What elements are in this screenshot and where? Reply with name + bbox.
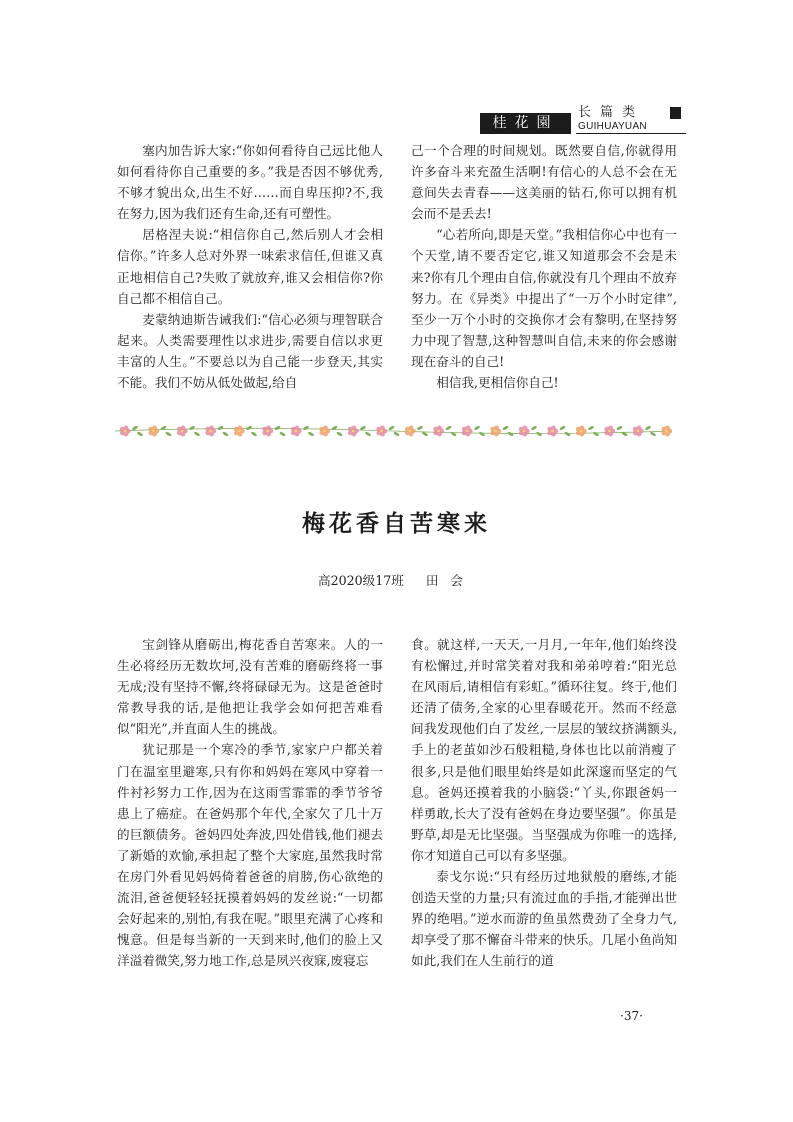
flower-motif [547, 425, 571, 437]
flower-motif [661, 425, 673, 437]
paragraph: 麦蒙纳迪斯告诫我们:“信心必须与理智联合起来。人类需要理性以求进步,需要自信以求更丰富的人生。”不要总以为自己能一步登天,其实不能。我们不妨从低处做起,给自 [117, 311, 383, 391]
flower-divider [113, 420, 673, 442]
paragraph: 宝剑锋从磨砺出,梅花香自苦寒来。人的一生必将经历无数坎坷,没有苦难的磨砺终将一事无成;没有坚持不懈,终将碌碌无为。这是爸爸时常教导我的话,是他把让我学会如何把苦难看似“阳光”,并直面人生的挑战。 [117, 637, 383, 737]
section-category: 长篇类 [578, 105, 645, 120]
flower-motif [262, 425, 286, 437]
flower-motif [490, 425, 514, 437]
flower-motif [519, 425, 543, 437]
flower-motif [604, 425, 628, 437]
section-header [480, 106, 687, 134]
prev-article-left-column [117, 140, 383, 393]
page-number: ·37· [620, 1009, 643, 1023]
byline-author: 田会 [425, 573, 476, 588]
section-name: 桂花園 [480, 113, 571, 134]
paragraph: 己一个合理的时间规划。既然要自信,你就得用许多奋斗来充盈生活啊!有信心的人总不会在无意间失去青春——这美丽的钻石,你可以拥有机会而不是丢去! [411, 143, 677, 222]
flower-motif [234, 425, 258, 437]
paragraph: 相信我,更相信你自己! [436, 375, 559, 391]
paragraph: 犹记那是一个寒冷的季节,家家户户都关着门在温室里避寒,只有你和妈妈在寒风中穿着一件衬衫努力工作,因为在这雨雪霏霏的季节爷爷患上了癌症。在爸妈那个年代,全家欠了几十万的巨额债务。爸妈四处奔波,四处借钱,他们褪去了新婚的欢愉,承担起了整个大家庭,虽然我时常在房门外看见妈妈倚着爸爸的肩膀,伤心欲绝的流泪,爸爸便轻轻抚摸着妈妈的发丝说:“一切都会好起来的,别怕,有我在呢。”眼里充满了心疼和愧意。但是每当新的一天到来时,他们的脸上又洋溢着微笑,努力地工作,总是夙兴夜寐,废寝忘 [117, 742, 383, 969]
paragraph: 塞内加告诉大家:“你如何看待自己远比他人如何看待你自己重要的多。”我是否因不够优秀,不够才貌出众,出生不好……而自卑压抑?不,我在努力,因为我们还有生命,还有可塑性。 [117, 143, 383, 222]
flower-motif [576, 425, 600, 437]
header-rule [576, 133, 686, 134]
header-square-mark [670, 107, 681, 119]
paragraph: 居格涅夫说:“相信你自己,然后别人才会相信你。”许多人总对外界一味索求信任,但谁又真正地相信自己?失败了就放弃,谁又会相信你?你自己都不相信自己。 [117, 227, 383, 306]
article-left-column [117, 634, 383, 972]
vine-line [115, 429, 671, 434]
paragraph: 食。就这样,一天天,一月月,一年年,他们始终没有松懈过,并时常笑着对我和弟弟哼着:“阳光总在风雨后,请相信有彩虹。”循环往复。终于,他们还清了债务,全家的心里春暖花开。然而不经意间我发现他们白了发丝,一层层的皱纹挤满额头,手上的老茧如沙石般粗糙,身体也比以前消瘦了很多,只是他们眼里始终是如此深邃而坚定的气息。爸妈还摸着我的小脑袋:“丫头,你跟爸妈一样勇敢,长大了没有爸妈在身边要坚强”。你虽是野草,却是无比坚强。当坚强成为你唯一的选择,你才知道自己可以有多坚强。 [411, 637, 677, 863]
flower-motif [462, 425, 486, 437]
flower-motif [433, 425, 457, 437]
flower-motif [319, 425, 343, 437]
flower-motif [291, 425, 315, 437]
flower-motif [348, 425, 372, 437]
flower-motif [177, 425, 201, 437]
section-romanization: GUIHUAYUAN [578, 121, 647, 132]
flower-motif [405, 425, 429, 437]
flower-motif [205, 425, 229, 437]
flower-motif [633, 425, 657, 437]
flower-motif [120, 425, 144, 437]
flower-motif [148, 425, 172, 437]
article-title: 梅花香自苦寒来 [302, 511, 491, 537]
byline [0, 570, 793, 589]
byline-class: 高2020级17班 [317, 573, 404, 588]
article-right-column [411, 634, 677, 972]
paragraph: “心若所向,即是天堂。”我相信你心中也有一个天堂,请不要否定它,谁又知道那会不会是未来?你有几个理由自信,你就没有几个理由不放弃努力。在《异类》中提出了“一万个小时定律”,至少一万个小时的交换你才会有黎明,在坚持努力中现了智慧,这种智慧叫自信,未来的你会感谢现在奋斗的自己! [411, 227, 677, 369]
paragraph: 泰戈尔说:“只有经历过地狱般的磨练,才能创造天堂的力量;只有流过血的手指,才能弹出世界的绝唱。”逆水而游的鱼虽然费劲了全身力气,却享受了那不懈奋斗带来的快乐。几尾小鱼尚知如此,我们在人生前行的道 [411, 869, 677, 969]
prev-article-right-column [411, 140, 677, 393]
